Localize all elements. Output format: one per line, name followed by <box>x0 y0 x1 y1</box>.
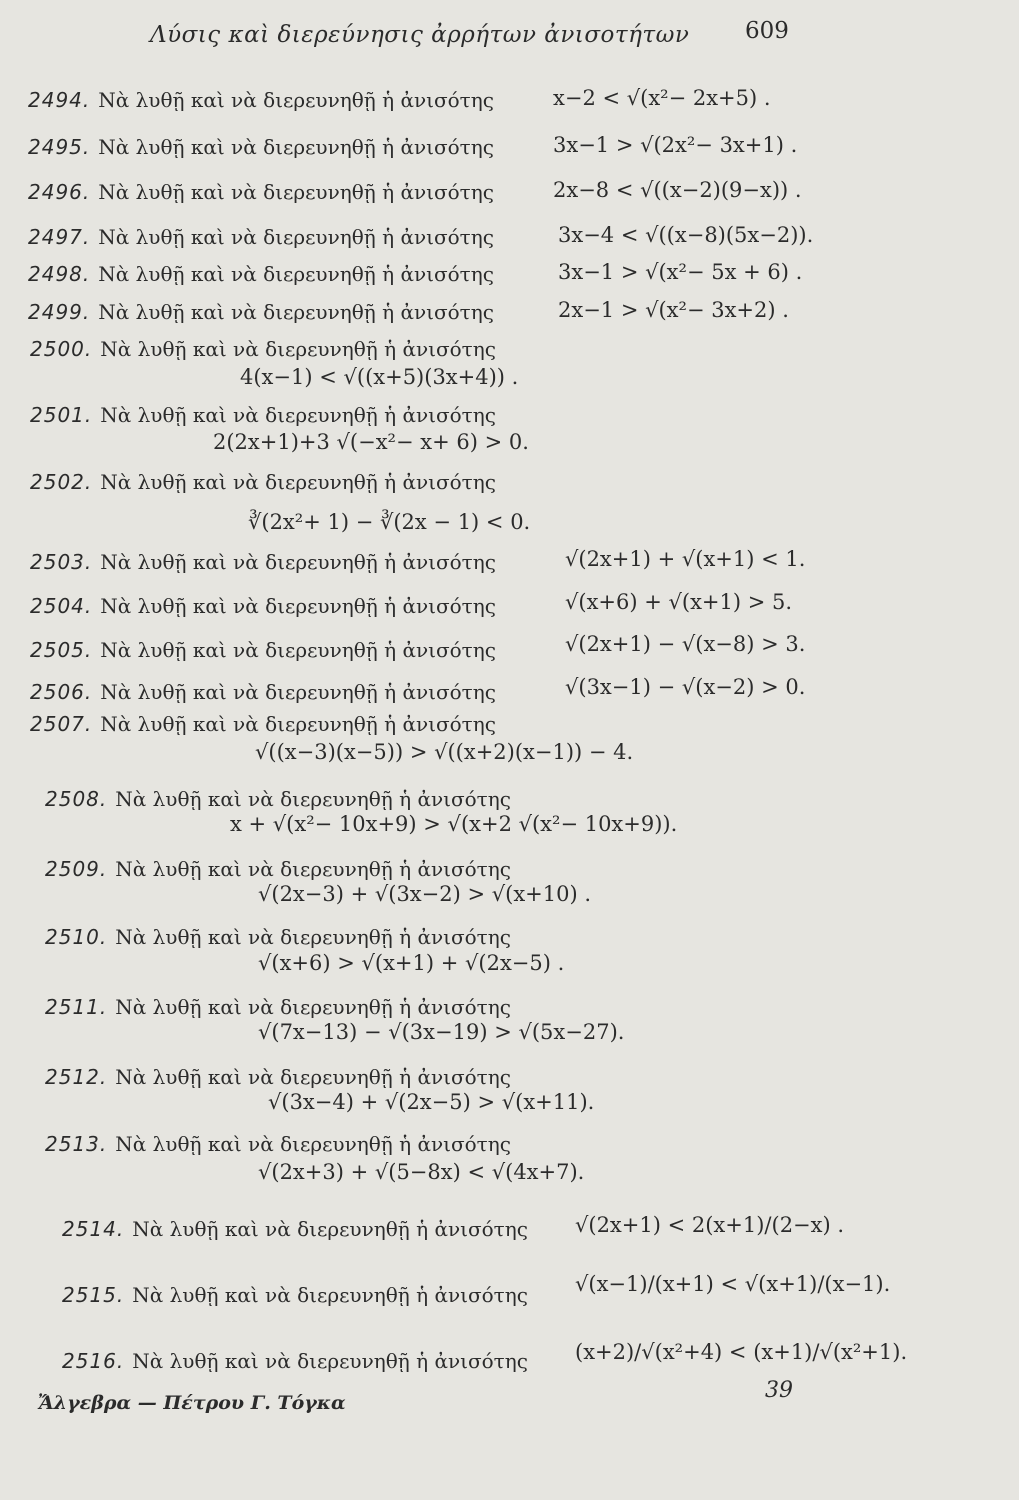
problem-statement: Νὰ λυθῇ καὶ νὰ διερευνηθῇ ἡ ἀνισότης <box>115 1132 511 1156</box>
problem-statement: Νὰ λυθῇ καὶ νὰ διερευνηθῇ ἡ ἀνισότης <box>100 712 496 736</box>
problem-2511 <box>45 995 511 1019</box>
problem-formula: √(x+6) > √(x+1) + √(2x−5) . <box>258 951 565 975</box>
problem-formula: x + √(x²− 10x+9) > √(x+2 √(x²− 10x+9)). <box>230 812 678 836</box>
problem-number: 2496. <box>28 180 91 204</box>
page-number: 609 <box>745 18 789 44</box>
book-signature: Ἄλγεβρα — Πέτρου Γ. Τόγκα <box>38 1392 346 1414</box>
problem-formula: (x+2)/√(x²+4) < (x+1)/√(x²+1). <box>575 1340 908 1364</box>
problem-statement: Νὰ λυθῇ καὶ νὰ διερευνηθῇ ἡ ἀνισότης <box>100 594 496 618</box>
problem-2499 <box>28 300 494 324</box>
problem-2504 <box>30 594 496 618</box>
problem-statement: Νὰ λυθῇ καὶ νὰ διερευνηθῇ ἡ ἀνισότης <box>132 1349 528 1373</box>
problem-2509 <box>45 857 511 881</box>
problem-number: 2503. <box>30 550 93 574</box>
problem-formula: 2x−8 < √((x−2)(9−x)) . <box>553 178 802 202</box>
problem-2497 <box>28 225 494 249</box>
problem-2501 <box>30 403 496 427</box>
problem-number: 2504. <box>30 594 93 618</box>
problem-2500 <box>30 337 496 361</box>
problem-2505 <box>30 638 496 662</box>
problem-statement: Νὰ λυθῇ καὶ νὰ διερευνηθῇ ἡ ἀνισότης <box>98 225 494 249</box>
problem-statement: Νὰ λυθῇ καὶ νὰ διερευνηθῇ ἡ ἀνισότης <box>98 135 494 159</box>
problem-formula: √(2x+1) + √(x+1) < 1. <box>565 547 806 571</box>
problem-formula: 3x−4 < √((x−8)(5x−2)). <box>558 223 814 247</box>
problem-statement: Νὰ λυθῇ καὶ νὰ διερευνηθῇ ἡ ἀνισότης <box>98 180 494 204</box>
problem-formula: √(3x−4) + √(2x−5) > √(x+11). <box>268 1090 595 1114</box>
problem-2494 <box>28 88 494 112</box>
problem-statement: Νὰ λυθῇ καὶ νὰ διερευνηθῇ ἡ ἀνισότης <box>98 88 494 112</box>
problem-formula: 2x−1 > √(x²− 3x+2) . <box>558 298 789 322</box>
problem-2510 <box>45 925 511 949</box>
problem-formula: √(3x−1) − √(x−2) > 0. <box>565 675 806 699</box>
problem-2515 <box>62 1283 528 1307</box>
problem-number: 2515. <box>62 1283 125 1307</box>
problem-formula: x−2 < √(x²− 2x+5) . <box>553 86 771 110</box>
problem-number: 2505. <box>30 638 93 662</box>
problem-statement: Νὰ λυθῇ καὶ νὰ διερευνηθῇ ἡ ἀνισότης <box>100 470 496 494</box>
problem-number: 2513. <box>45 1132 108 1156</box>
problem-2513 <box>45 1132 511 1156</box>
running-header: Λύσις καὶ διερεύνησις ἀρρήτων ἀνισοτήτων <box>150 22 690 48</box>
problem-number: 2514. <box>62 1217 125 1241</box>
problem-number: 2502. <box>30 470 93 494</box>
problem-number: 2509. <box>45 857 108 881</box>
problem-number: 2501. <box>30 403 93 427</box>
problem-formula: √(2x−3) + √(3x−2) > √(x+10) . <box>258 882 592 906</box>
problem-number: 2500. <box>30 337 93 361</box>
problem-2502 <box>30 470 496 494</box>
problem-formula: 2(2x+1)+3 √(−x²− x+ 6) > 0. <box>213 430 529 454</box>
problem-2508 <box>45 787 511 811</box>
problem-statement: Νὰ λυθῇ καὶ νὰ διερευνηθῇ ἡ ἀνισότης <box>100 638 496 662</box>
problem-number: 2497. <box>28 225 91 249</box>
problem-statement: Νὰ λυθῇ καὶ νὰ διερευνηθῇ ἡ ἀνισότης <box>115 857 511 881</box>
problem-formula: √(2x+1) < 2(x+1)/(2−x) . <box>575 1213 845 1237</box>
problem-number: 2511. <box>45 995 108 1019</box>
problem-statement: Νὰ λυθῇ καὶ νὰ διερευνηθῇ ἡ ἀνισότης <box>132 1283 528 1307</box>
problem-number: 2507. <box>30 712 93 736</box>
problem-formula: √(2x+1) − √(x−8) > 3. <box>565 632 806 656</box>
problem-statement: Νὰ λυθῇ καὶ νὰ διερευνηθῇ ἡ ἀνισότης <box>132 1217 528 1241</box>
problem-formula: 4(x−1) < √((x+5)(3x+4)) . <box>240 365 519 389</box>
problem-formula: √(7x−13) − √(3x−19) > √(5x−27). <box>258 1020 625 1044</box>
problem-2514 <box>62 1217 528 1241</box>
problem-number: 2516. <box>62 1349 125 1373</box>
problem-statement: Νὰ λυθῇ καὶ νὰ διερευνηθῇ ἡ ἀνισότης <box>100 403 496 427</box>
problem-number: 2494. <box>28 88 91 112</box>
problem-statement: Νὰ λυθῇ καὶ νὰ διερευνηθῇ ἡ ἀνισότης <box>100 680 496 704</box>
problem-statement: Νὰ λυθῇ καὶ νὰ διερευνηθῇ ἡ ἀνισότης <box>115 925 511 949</box>
problem-formula: 3x−1 > √(2x²− 3x+1) . <box>553 133 798 157</box>
problem-2512 <box>45 1065 511 1089</box>
problem-number: 2510. <box>45 925 108 949</box>
problem-number: 2506. <box>30 680 93 704</box>
problem-number: 2508. <box>45 787 108 811</box>
problem-statement: Νὰ λυθῇ καὶ νὰ διερευνηθῇ ἡ ἀνισότης <box>115 1065 511 1089</box>
problem-2516 <box>62 1349 528 1373</box>
problem-statement: Νὰ λυθῇ καὶ νὰ διερευνηθῇ ἡ ἀνισότης <box>98 300 494 324</box>
problem-statement: Νὰ λυθῇ καὶ νὰ διερευνηθῇ ἡ ἀνισότης <box>98 262 494 286</box>
problem-formula: √(x−1)/(x+1) < √(x+1)/(x−1). <box>575 1272 891 1296</box>
problem-formula: √(x+6) + √(x+1) > 5. <box>565 590 793 614</box>
problem-formula: ∛(2x²+ 1) − ∛(2x − 1) < 0. <box>248 510 531 534</box>
problem-formula: 3x−1 > √(x²− 5x + 6) . <box>558 260 803 284</box>
problem-statement: Νὰ λυθῇ καὶ νὰ διερευνηθῇ ἡ ἀνισότης <box>100 337 496 361</box>
problem-2506 <box>30 680 496 704</box>
problem-2507 <box>30 712 496 736</box>
problem-2496 <box>28 180 494 204</box>
problem-2503 <box>30 550 496 574</box>
problem-number: 2498. <box>28 262 91 286</box>
problem-number: 2512. <box>45 1065 108 1089</box>
problem-formula: √(2x+3) + √(5−8x) < √(4x+7). <box>258 1160 585 1184</box>
sheet-number: 39 <box>765 1378 793 1403</box>
problem-statement: Νὰ λυθῇ καὶ νὰ διερευνηθῇ ἡ ἀνισότης <box>115 995 511 1019</box>
problem-number: 2495. <box>28 135 91 159</box>
problem-number: 2499. <box>28 300 91 324</box>
problem-formula: √((x−3)(x−5)) > √((x+2)(x−1)) − 4. <box>255 740 634 764</box>
problem-statement: Νὰ λυθῇ καὶ νὰ διερευνηθῇ ἡ ἀνισότης <box>100 550 496 574</box>
problem-2498 <box>28 262 494 286</box>
problem-2495 <box>28 135 494 159</box>
problem-statement: Νὰ λυθῇ καὶ νὰ διερευνηθῇ ἡ ἀνισότης <box>115 787 511 811</box>
